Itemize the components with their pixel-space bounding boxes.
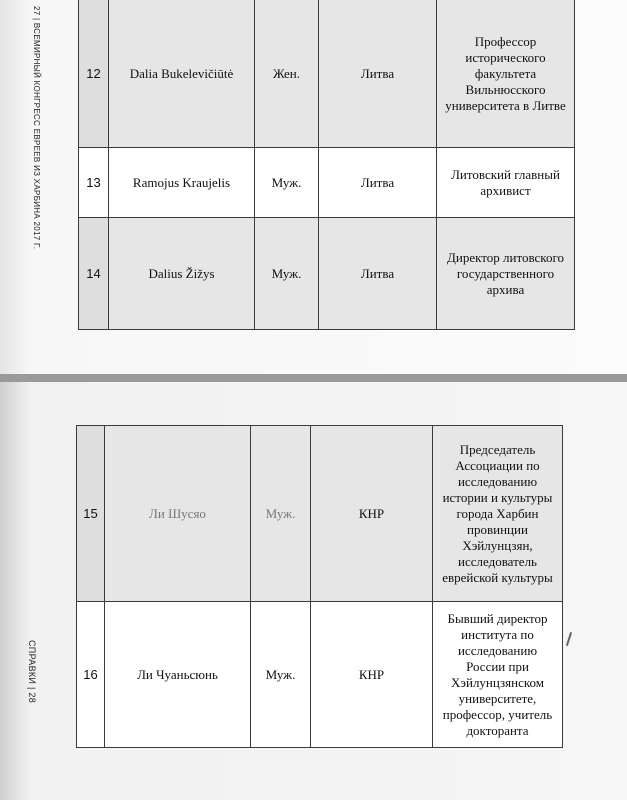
participant-position: Профессор исторического факультета Вильнюсского университета в Литве xyxy=(437,0,575,148)
table-row xyxy=(79,148,575,218)
participant-sex: Муж. xyxy=(255,218,319,330)
participant-country: КНР xyxy=(311,602,433,748)
table-row xyxy=(79,218,575,330)
pen-mark xyxy=(566,632,572,646)
participant-sex: Муж. xyxy=(251,602,311,748)
participant-position: Директор литовского государственного архива xyxy=(437,218,575,330)
participant-country: Литва xyxy=(319,0,437,148)
participant-sex: Жен. xyxy=(255,0,319,148)
table-row xyxy=(77,602,563,748)
row-number: 15 xyxy=(77,426,105,602)
page-bottom xyxy=(0,382,627,800)
participant-name: Dalia Bukelevičiūtė xyxy=(109,0,255,148)
running-header-top: 27 | ВСЕМИРНЫЙ КОНГРЕСС ЕВРЕЕВ ИЗ ХАРБИНА 2017 Г. xyxy=(32,6,41,250)
participant-name: Dalius Žižys xyxy=(109,218,255,330)
running-footer-bottom: СПРАВКИ | 28 xyxy=(27,640,37,704)
page-top xyxy=(0,0,627,382)
participant-name: Ли Шусяо xyxy=(105,426,251,602)
participant-country: Литва xyxy=(319,148,437,218)
participants-table-bottom xyxy=(76,425,563,748)
table-row xyxy=(79,0,575,148)
table-row xyxy=(77,426,563,602)
participants-table-top xyxy=(78,0,575,330)
row-number: 13 xyxy=(79,148,109,218)
participant-position: Бывший директор института по исследованию России при Хэйлунцзянском университете, профессор, учитель докторанта xyxy=(433,602,563,748)
row-number: 12 xyxy=(79,0,109,148)
participant-sex: Муж. xyxy=(255,148,319,218)
participant-name: Ramojus Kraujelis xyxy=(109,148,255,218)
row-number: 16 xyxy=(77,602,105,748)
participant-position: Литовский главный архивист xyxy=(437,148,575,218)
participant-name: Ли Чуаньсюнь xyxy=(105,602,251,748)
row-number: 14 xyxy=(79,218,109,330)
participant-position: Председатель Ассоциации по исследованию истории и культуры города Харбин провинции Хэйлунцзян, исследователь еврейской культуры xyxy=(433,426,563,602)
participant-country: Литва xyxy=(319,218,437,330)
participant-sex: Муж. xyxy=(251,426,311,602)
participant-country: КНР xyxy=(311,426,433,602)
